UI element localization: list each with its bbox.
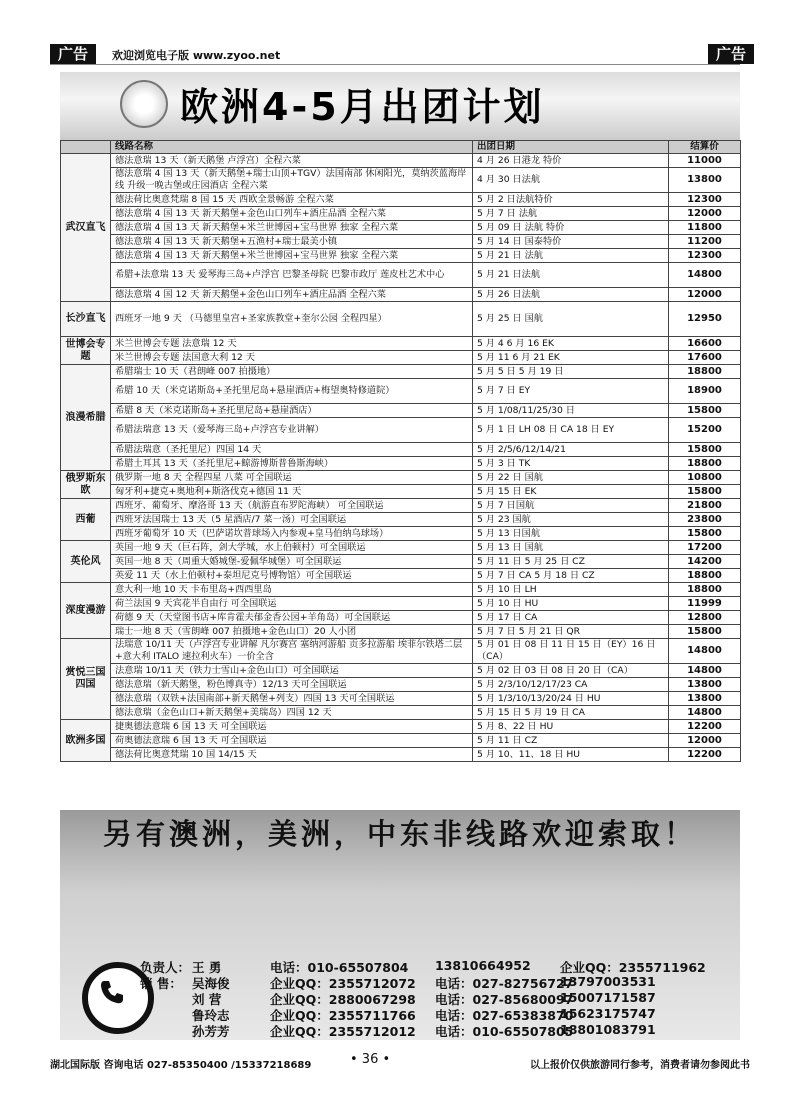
date-cell: 5 月 23 国航 — [473, 513, 669, 527]
route-cell: 德法意瑞（金色山口+新天鹅堡+美瑞岛）四国 12 天 — [111, 706, 473, 720]
route-cell: 德法意瑞 4 国 13 天 新天鹅堡+金色山口列车+酒庄品酒 全程六菜 — [111, 207, 473, 221]
date-cell: 5 月 7 日国航 — [473, 499, 669, 513]
table-row — [61, 263, 741, 288]
price-cell: 12300 — [669, 249, 741, 263]
table-row — [61, 288, 741, 302]
table-row — [61, 379, 741, 404]
footer-right: 以上报价仅供旅游同行参考，消费者请勿参阅此书 — [530, 1060, 750, 1071]
region-cell: 赏悦三国四国 — [61, 639, 111, 720]
table-row — [61, 457, 741, 471]
route-cell: 法瑞意 10/11 天（卢浮宫专业讲解 凡尔赛宫 塞纳河游船 贡多拉游船 埃菲尔铁塔二层+意大利 ITALO 速拉利火车）一价全含 — [111, 639, 473, 664]
route-cell: 米兰世博会专题 法意瑞 12 天 — [111, 337, 473, 351]
date-cell: 5 月 22 日 国航 — [473, 471, 669, 485]
table-row — [61, 207, 741, 221]
date-cell: 5 月 17 日 CA — [473, 611, 669, 625]
route-cell: 德法意瑞（新天鹅堡，粉色博真寺）12/13 天可全国联运 — [111, 678, 473, 692]
price-cell: 12200 — [669, 720, 741, 734]
ad-tag-left: 广告 — [50, 44, 96, 64]
contact-a: 企业QQ：2355712012 — [270, 1024, 416, 1039]
contact-b: 电话：027-82756727 — [435, 976, 574, 991]
table-row — [61, 597, 741, 611]
footer-left: 湖北国际版 咨询电话 027-85350400 /15337218689 — [50, 1060, 312, 1071]
table-row — [61, 365, 741, 379]
price-cell: 13800 — [669, 678, 741, 692]
date-cell: 5 月 1/3/10/13/20/24 日 HU — [473, 692, 669, 706]
price-cell: 14800 — [669, 639, 741, 664]
route-cell: 希腊 8 天（米克诺斯岛+圣托里尼岛+悬崖酒店） — [111, 404, 473, 418]
price-cell: 15800 — [669, 527, 741, 541]
route-cell: 希腊 10 天（米克诺斯岛+圣托里尼岛+悬崖酒店+梅望奥特修道院） — [111, 379, 473, 404]
route-cell: 捷奥德法意瑞 6 国 13 天 可全国联运 — [111, 720, 473, 734]
price-cell: 18800 — [669, 569, 741, 583]
date-cell: 5 月 7 日 法航 — [473, 207, 669, 221]
price-cell: 12200 — [669, 748, 741, 762]
price-cell: 18900 — [669, 379, 741, 404]
date-cell: 5 月 25 日 国航 — [473, 302, 669, 337]
price-cell: 15800 — [669, 443, 741, 457]
table-row — [61, 569, 741, 583]
price-cell: 14800 — [669, 664, 741, 678]
contact-b: 电话：027-65383870 — [435, 1008, 574, 1023]
route-cell: 西班牙一地 9 天 （马德里皇宫+圣家族教堂+奎尔公园 全程四星） — [111, 302, 473, 337]
header-route: 线路名称 — [111, 141, 473, 154]
contact-name: 刘 营 — [192, 992, 222, 1007]
route-cell: 希腊法瑞意 13 天（爱琴海三岛+卢浮宫专业讲解） — [111, 418, 473, 443]
price-cell: 18800 — [669, 365, 741, 379]
date-cell: 5 月 2 日法航特价 — [473, 193, 669, 207]
route-cell: 德法意瑞 4 国 12 天 新天鹅堡+金色山口列车+酒庄品酒 全程六菜 — [111, 288, 473, 302]
contact-a: 企业QQ：2355712072 — [270, 976, 416, 991]
date-cell: 5 月 2/3/10/12/17/23 CA — [473, 678, 669, 692]
top-bar — [50, 44, 746, 65]
contact-row — [140, 1022, 740, 1038]
price-cell: 12300 — [669, 193, 741, 207]
date-cell: 5 月 11 日 CZ — [473, 734, 669, 748]
contact-b: 电话：027-85680097 — [435, 992, 574, 1007]
table-row — [61, 734, 741, 748]
price-cell: 12000 — [669, 734, 741, 748]
table-row — [61, 720, 741, 734]
route-cell: 西班牙、葡萄牙、摩洛哥 13 天（航游直布罗陀海峡） 可全国联运 — [111, 499, 473, 513]
table-row — [61, 583, 741, 597]
region-cell: 深度漫游 — [61, 583, 111, 639]
date-cell: 5 月 15 日 EK — [473, 485, 669, 499]
route-cell: 德法意瑞（双铁+法国南部+新天鹅堡+列支）四国 13 天可全国联运 — [111, 692, 473, 706]
price-cell: 13800 — [669, 168, 741, 193]
date-cell: 5 月 7 日 5 月 21 日 QR — [473, 625, 669, 639]
date-cell: 5 月 1 日 LH 08 日 CA 18 日 EY — [473, 418, 669, 443]
price-cell: 11000 — [669, 154, 741, 168]
contact-name: 吴海俊 — [192, 976, 230, 991]
table-row — [61, 404, 741, 418]
price-cell: 12950 — [669, 302, 741, 337]
date-cell: 5 月 8、22 日 HU — [473, 720, 669, 734]
award-badge-icon — [120, 80, 168, 128]
route-cell: 荷兰法国 9 天宾花半自由行 可全国联运 — [111, 597, 473, 611]
price-cell: 14800 — [669, 706, 741, 720]
contact-a: 企业QQ：2355711766 — [270, 1008, 416, 1023]
route-cell: 西班牙葡萄牙 10 天（巴萨诺坎普球场入内参观+皇马伯纳乌球场） — [111, 527, 473, 541]
date-cell: 5 月 10 日 HU — [473, 597, 669, 611]
route-cell: 德法意瑞 4 国 13 天 新天鹅堡+米兰世博园+宝马世界 独家 全程六菜 — [111, 249, 473, 263]
date-cell: 4 月 30 日法航 — [473, 168, 669, 193]
table-row — [61, 471, 741, 485]
date-cell: 5 月 14 日 国泰特价 — [473, 235, 669, 249]
price-cell: 16600 — [669, 337, 741, 351]
contact-role: 销 售： — [140, 976, 182, 991]
date-cell: 5 月 5 日 5 月 19 日 — [473, 365, 669, 379]
table-row — [61, 611, 741, 625]
table-row — [61, 351, 741, 365]
region-cell: 西葡 — [61, 499, 111, 541]
price-cell: 17200 — [669, 541, 741, 555]
table-row — [61, 168, 741, 193]
contact-c: 企业QQ：2355711962 — [560, 960, 706, 975]
price-cell: 15800 — [669, 485, 741, 499]
table-row — [61, 678, 741, 692]
header-date: 出团日期 — [473, 141, 669, 154]
table-row — [61, 664, 741, 678]
route-cell: 荷德 9 天（天堂图书店+库肯霍夫郁金香公园+羊角岛）可全国联运 — [111, 611, 473, 625]
table-row — [61, 541, 741, 555]
date-cell: 5 月 3 日 TK — [473, 457, 669, 471]
price-cell: 15800 — [669, 625, 741, 639]
route-cell: 德法荷比奥意梵瑞 10 国 14/15 天 — [111, 748, 473, 762]
table-row — [61, 337, 741, 351]
table-row — [61, 154, 741, 168]
price-cell: 23800 — [669, 513, 741, 527]
route-cell: 英国一地 9 天（巨石阵，剑大学城，水上伯顿村）可全国联运 — [111, 541, 473, 555]
tour-table-wrap — [60, 140, 740, 762]
price-cell: 14800 — [669, 263, 741, 288]
date-cell: 5 月 7 日 EY — [473, 379, 669, 404]
table-row — [61, 639, 741, 664]
route-cell: 西班牙法国瑞士 13 天（5 星酒店/7 菜一汤）可全国联运 — [111, 513, 473, 527]
table-row — [61, 221, 741, 235]
contact-c: 15007171587 — [560, 990, 656, 1005]
page-number: • 36 • — [350, 1052, 391, 1067]
date-cell: 5 月 4 6 月 16 EK — [473, 337, 669, 351]
date-cell: 5 月 01 日 08 日 11 日 15 日（EY）16 日（CA） — [473, 639, 669, 664]
route-cell: 米兰世博会专题 法国意大利 12 天 — [111, 351, 473, 365]
table-row — [61, 692, 741, 706]
date-cell: 5 月 11 日 5 月 25 日 CZ — [473, 555, 669, 569]
header-region — [61, 141, 111, 154]
route-cell: 德法荷比奥意梵瑞 8 国 15 天 西欧全景畅游 全程六菜 — [111, 193, 473, 207]
region-cell: 长沙直飞 — [61, 302, 111, 337]
price-cell: 11800 — [669, 221, 741, 235]
table-row — [61, 443, 741, 457]
price-cell: 21800 — [669, 499, 741, 513]
route-cell: 希腊法瑞意（圣托里尼）四国 14 天 — [111, 443, 473, 457]
route-cell: 瑞士一地 8 天（雪朗峰 007 拍摄地+金色山口）20 人小团 — [111, 625, 473, 639]
date-cell: 5 月 26 日法航 — [473, 288, 669, 302]
date-cell: 5 月 10 日 LH — [473, 583, 669, 597]
table-row — [61, 249, 741, 263]
route-cell: 德法意瑞 13 天（新天鹅堡 卢浮宫）全程六菜 — [111, 154, 473, 168]
page-title: 欧洲4-5月出团计划 — [180, 85, 545, 129]
table-row — [61, 706, 741, 720]
table-row — [61, 527, 741, 541]
table-row — [61, 513, 741, 527]
route-cell: 德法意瑞 4 国 13 天（新天鹅堡+瑞士山顶+TGV）法国南部 休闲阳光，莫纳茨蓝海岸线 升级一晚古堡或庄园酒店 全程六菜 — [111, 168, 473, 193]
route-cell: 匈牙利+捷克+奥地利+斯洛伐克+德国 11 天 — [111, 485, 473, 499]
date-cell: 5 月 02 日 03 日 08 日 20 日（CA） — [473, 664, 669, 678]
site-url: 欢迎浏览电子版 www.zyoo.net — [112, 49, 281, 62]
table-row — [61, 235, 741, 249]
region-cell: 欧洲多国 — [61, 720, 111, 762]
price-cell: 11200 — [669, 235, 741, 249]
date-cell: 5 月 13 日国航 — [473, 527, 669, 541]
route-cell: 英爱 11 天（水上伯顿村+泰坦尼克号博物馆）可全国联运 — [111, 569, 473, 583]
route-cell: 英国一地 8 天（周重大婚城堡-爱佩华城堡）可全国联运 — [111, 555, 473, 569]
price-cell: 12000 — [669, 207, 741, 221]
date-cell: 5 月 1/08/11/25/30 日 — [473, 404, 669, 418]
region-cell: 俄罗斯东欧 — [61, 471, 111, 499]
ad-tag-right: 广告 — [708, 44, 754, 64]
region-cell: 世博会专题 — [61, 337, 111, 365]
contact-a: 电话：010-65507804 — [270, 960, 409, 975]
date-cell: 5 月 7 日 CA 5 月 18 日 CZ — [473, 569, 669, 583]
contact-b: 电话：010-65507805 — [435, 1024, 574, 1039]
contact-name: 孙芳芳 — [192, 1024, 230, 1039]
route-cell: 德法意瑞 4 国 13 天 新天鹅堡+米兰世博园+宝马世界 独家 全程六菜 — [111, 221, 473, 235]
table-row — [61, 485, 741, 499]
contact-name: 王 勇 — [192, 960, 222, 975]
route-cell: 希腊土耳其 13 天（圣托里尼+鲸游博斯普鲁斯海峡） — [111, 457, 473, 471]
price-cell: 11999 — [669, 597, 741, 611]
header-price: 结算价 — [669, 141, 741, 154]
price-cell: 12000 — [669, 288, 741, 302]
region-cell: 武汉直飞 — [61, 154, 111, 302]
price-cell: 15200 — [669, 418, 741, 443]
table-row — [61, 748, 741, 762]
contact-row — [140, 1006, 740, 1022]
table-row — [61, 499, 741, 513]
date-cell: 5 月 15 日 5 月 19 日 CA — [473, 706, 669, 720]
bottom-bar — [50, 1052, 750, 1070]
contact-role: 负责人： — [140, 960, 191, 975]
price-cell: 12800 — [669, 611, 741, 625]
price-cell: 18800 — [669, 583, 741, 597]
price-cell: 18800 — [669, 457, 741, 471]
contact-b: 13810664952 — [435, 958, 531, 973]
contact-c: 13797003531 — [560, 974, 656, 989]
route-cell: 希腊+法意瑞 13 天 爱琴海三岛+卢浮宫 巴黎圣母院 巴黎市政厅 莲皮杜艺术中心 — [111, 263, 473, 288]
date-cell: 5 月 10、11、18 日 HU — [473, 748, 669, 762]
contact-row — [140, 974, 740, 990]
date-cell: 5 月 09 日 法航 特价 — [473, 221, 669, 235]
route-cell: 德法意瑞 4 国 13 天 新天鹅堡+五渔村+瑞士最美小镇 — [111, 235, 473, 249]
route-cell: 意大利一地 10 天 卡布里岛+西西里岛 — [111, 583, 473, 597]
tour-table — [60, 140, 741, 762]
table-row — [61, 193, 741, 207]
table-row — [61, 625, 741, 639]
date-cell: 5 月 21 日法航 — [473, 263, 669, 288]
region-cell: 英伦风 — [61, 541, 111, 583]
contact-name: 鲁玲志 — [192, 1008, 230, 1023]
contact-c: 18801083791 — [560, 1022, 656, 1037]
date-cell: 5 月 13 日 国航 — [473, 541, 669, 555]
price-cell: 13800 — [669, 692, 741, 706]
contact-a: 企业QQ：2880067298 — [270, 992, 416, 1007]
date-cell: 4 月 26 日港龙 特价 — [473, 154, 669, 168]
route-cell: 希腊瑞士 10 天（君朗峰 007 拍摄地） — [111, 365, 473, 379]
date-cell: 5 月 21 日 法航 — [473, 249, 669, 263]
route-cell: 俄罗斯一地 8 天 全程四星 八菜 可全国联运 — [111, 471, 473, 485]
price-cell: 14200 — [669, 555, 741, 569]
route-cell: 荷奥德法意瑞 6 国 13 天 可全国联运 — [111, 734, 473, 748]
route-cell: 法意瑞 10/11 天（铁力士雪山+金色山口）可全国联运 — [111, 664, 473, 678]
contact-row — [140, 990, 740, 1006]
contact-list — [140, 958, 740, 1038]
price-cell: 17600 — [669, 351, 741, 365]
region-cell: 浪漫希腊 — [61, 365, 111, 471]
table-row — [61, 555, 741, 569]
contact-c: 15623175747 — [560, 1006, 656, 1021]
date-cell: 5 月 11 6 月 21 EK — [473, 351, 669, 365]
promo-text: 另有澳洲，美洲，中东非线路欢迎索取！ — [102, 817, 697, 851]
contact-row — [140, 958, 740, 974]
price-cell: 10800 — [669, 471, 741, 485]
table-row — [61, 418, 741, 443]
date-cell: 5 月 2/5/6/12/14/21 — [473, 443, 669, 457]
table-row — [61, 302, 741, 337]
price-cell: 15800 — [669, 404, 741, 418]
